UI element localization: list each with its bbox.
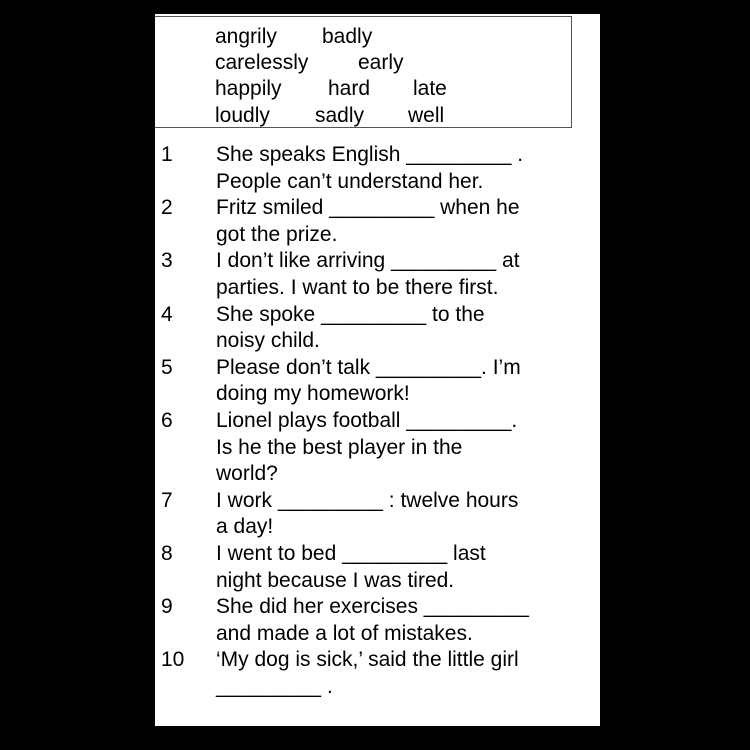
exercise-number: 2 bbox=[161, 196, 173, 220]
word-bank-word: happily bbox=[215, 77, 282, 100]
exercise-number: 1 bbox=[161, 143, 173, 166]
exercise-line: She speaks English _________ . bbox=[216, 143, 524, 166]
exercise-line: _________ . bbox=[216, 674, 333, 698]
exercise-line: world? bbox=[216, 462, 278, 486]
word-bank-word: hard bbox=[328, 77, 371, 100]
exercise-number: 3 bbox=[161, 249, 173, 273]
word-bank-row bbox=[155, 76, 571, 102]
word-bank-box bbox=[155, 16, 572, 128]
exercise-number: 9 bbox=[161, 595, 173, 619]
exercise-number: 10 bbox=[161, 648, 185, 672]
exercise-line: She did her exercises _________ bbox=[216, 595, 529, 619]
word-bank-row bbox=[155, 103, 571, 129]
word-bank-word: angrily bbox=[215, 25, 277, 48]
word-bank-word: sadly bbox=[315, 104, 365, 127]
exercise-line: noisy child. bbox=[216, 329, 320, 353]
exercise-line: a day! bbox=[216, 515, 274, 539]
exercise-line: Is he the best player in the bbox=[216, 435, 463, 459]
exercise-line: ‘My dog is sick,’ said the little girl bbox=[216, 648, 519, 672]
exercise-line: and made a lot of mistakes. bbox=[216, 621, 473, 645]
exercise-line: I don’t like arriving _________ at bbox=[216, 249, 520, 273]
exercise-number: 7 bbox=[161, 488, 173, 512]
exercise-line: parties. I want to be there first. bbox=[216, 275, 499, 299]
word-bank-word: loudly bbox=[215, 104, 270, 127]
exercise-line: night because I was tired. bbox=[216, 568, 455, 592]
exercise-number: 4 bbox=[161, 302, 173, 326]
exercise-line: She spoke _________ to the bbox=[216, 302, 485, 326]
exercise-line: Fritz smiled _________ when he bbox=[216, 196, 520, 220]
exercise-line: I work _________ : twelve hours bbox=[216, 488, 519, 512]
exercise-number: 6 bbox=[161, 409, 173, 432]
exercise-number: 8 bbox=[161, 542, 173, 565]
word-bank-word: carelessly bbox=[215, 51, 309, 74]
word-bank-row bbox=[155, 24, 571, 50]
word-bank-row bbox=[155, 50, 571, 76]
exercise-line: I went to bed _________ last bbox=[216, 542, 486, 565]
exercise-line: Please don’t talk _________. I’m bbox=[216, 355, 521, 379]
exercise-line: People can’t understand her. bbox=[216, 169, 484, 193]
exercise-number: 5 bbox=[161, 355, 173, 379]
worksheet-page bbox=[155, 14, 600, 726]
exercise-line: Lionel plays football _________. bbox=[216, 409, 518, 432]
word-bank-word: badly bbox=[322, 25, 373, 48]
word-bank-word: well bbox=[408, 104, 445, 127]
word-bank-word: late bbox=[413, 77, 447, 100]
word-bank-word: early bbox=[358, 51, 404, 74]
exercise-line: doing my homework! bbox=[216, 382, 410, 406]
exercise-line: got the prize. bbox=[216, 222, 338, 246]
